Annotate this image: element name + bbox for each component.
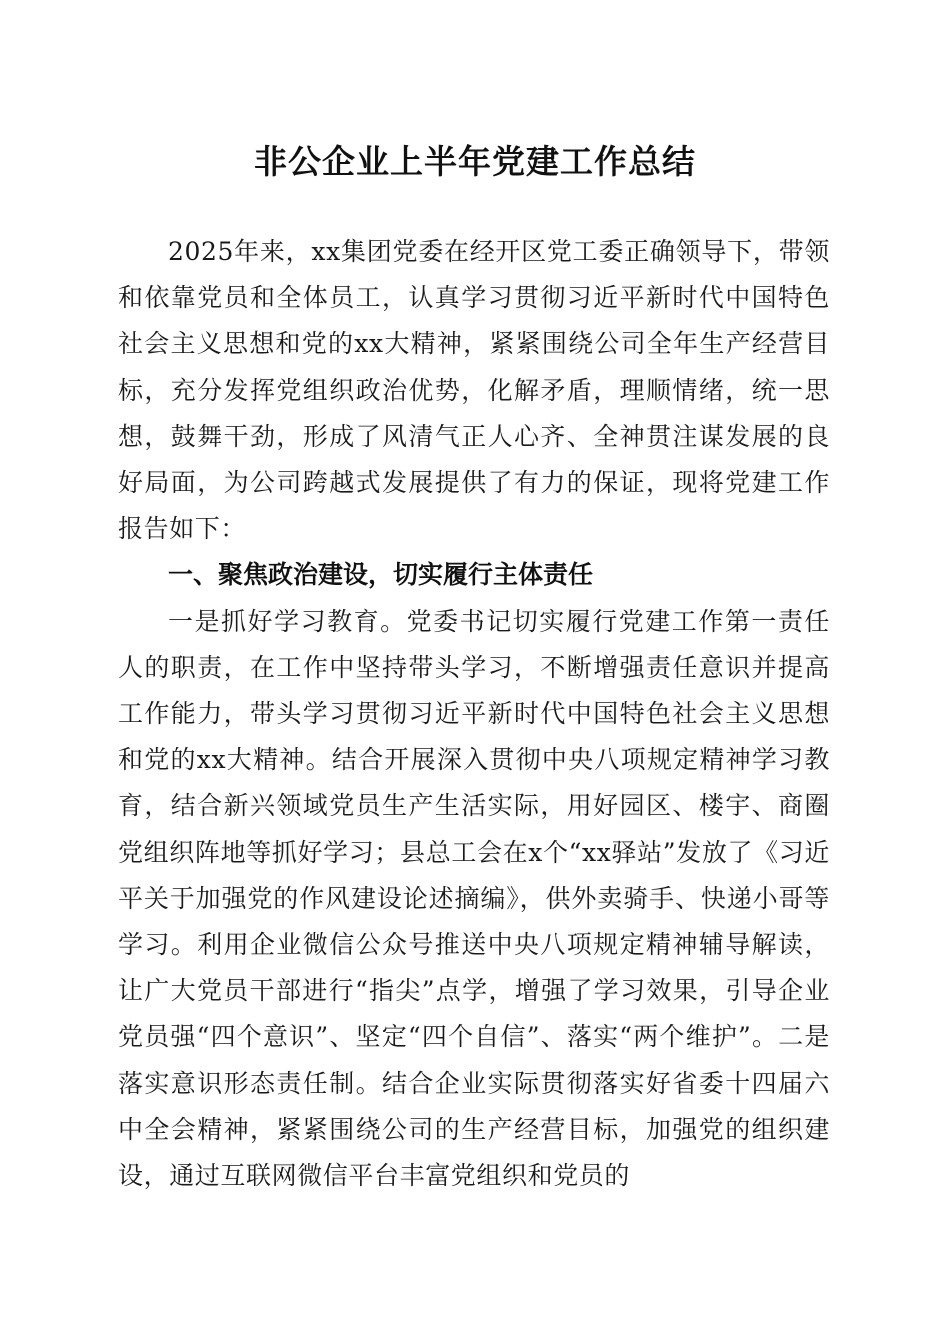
- document-title: 非公企业上半年党建工作总结: [254, 142, 696, 181]
- document-body: [118, 229, 830, 1199]
- section-heading-1: 一、聚焦政治建设，切实履行主体责任: [168, 560, 594, 590]
- intro-paragraph: 2025年来，xx集团党委在经开区党工委正确领导下，带领和依靠党员和全体员工，认真学习贯彻习近平新时代中国特色社会主义思想和党的xx大精神，紧紧围绕公司全年生产经营目标，充分发挥党组织政治优势，化解矛盾，理顺情绪，统一思想，鼓舞干劲，形成了风清气正人心齐、全神贯注谋发展的良好局面，为公司跨越式发展提供了有力的保证，现将党建工作报告如下：: [118, 237, 830, 544]
- section-1-paragraph: 一是抓好学习教育。党委书记切实履行党建工作第一责任人的职责，在工作中坚持带头学习，不断增强责任意识并提高工作能力，带头学习贯彻习近平新时代中国特色社会主义思想和党的xx大精神。结合开展深入贯彻中央八项规定精神学习教育，结合新兴领域党员生产生活实际，用好园区、楼宇、商圈党组织阵地等抓好学习；县总工会在x个“xx驿站”发放了《习近平关于加强党的作风建设论述摘编》，供外卖骑手、快递小哥等学习。利用企业微信公众号推送中央八项规定精神辅导解读，让广大党员干部进行“指尖”点学，增强了学习效果，引导企业党员强“四个意识”、坚定“四个自信”、落实“两个维护”。二是落实意识形态责任制。结合企业实际贯彻落实好省委十四届六中全会精神，紧紧围绕公司的生产经营目标，加强党的组织建设，通过互联网微信平台丰富党组织和党员的: [118, 606, 830, 1191]
